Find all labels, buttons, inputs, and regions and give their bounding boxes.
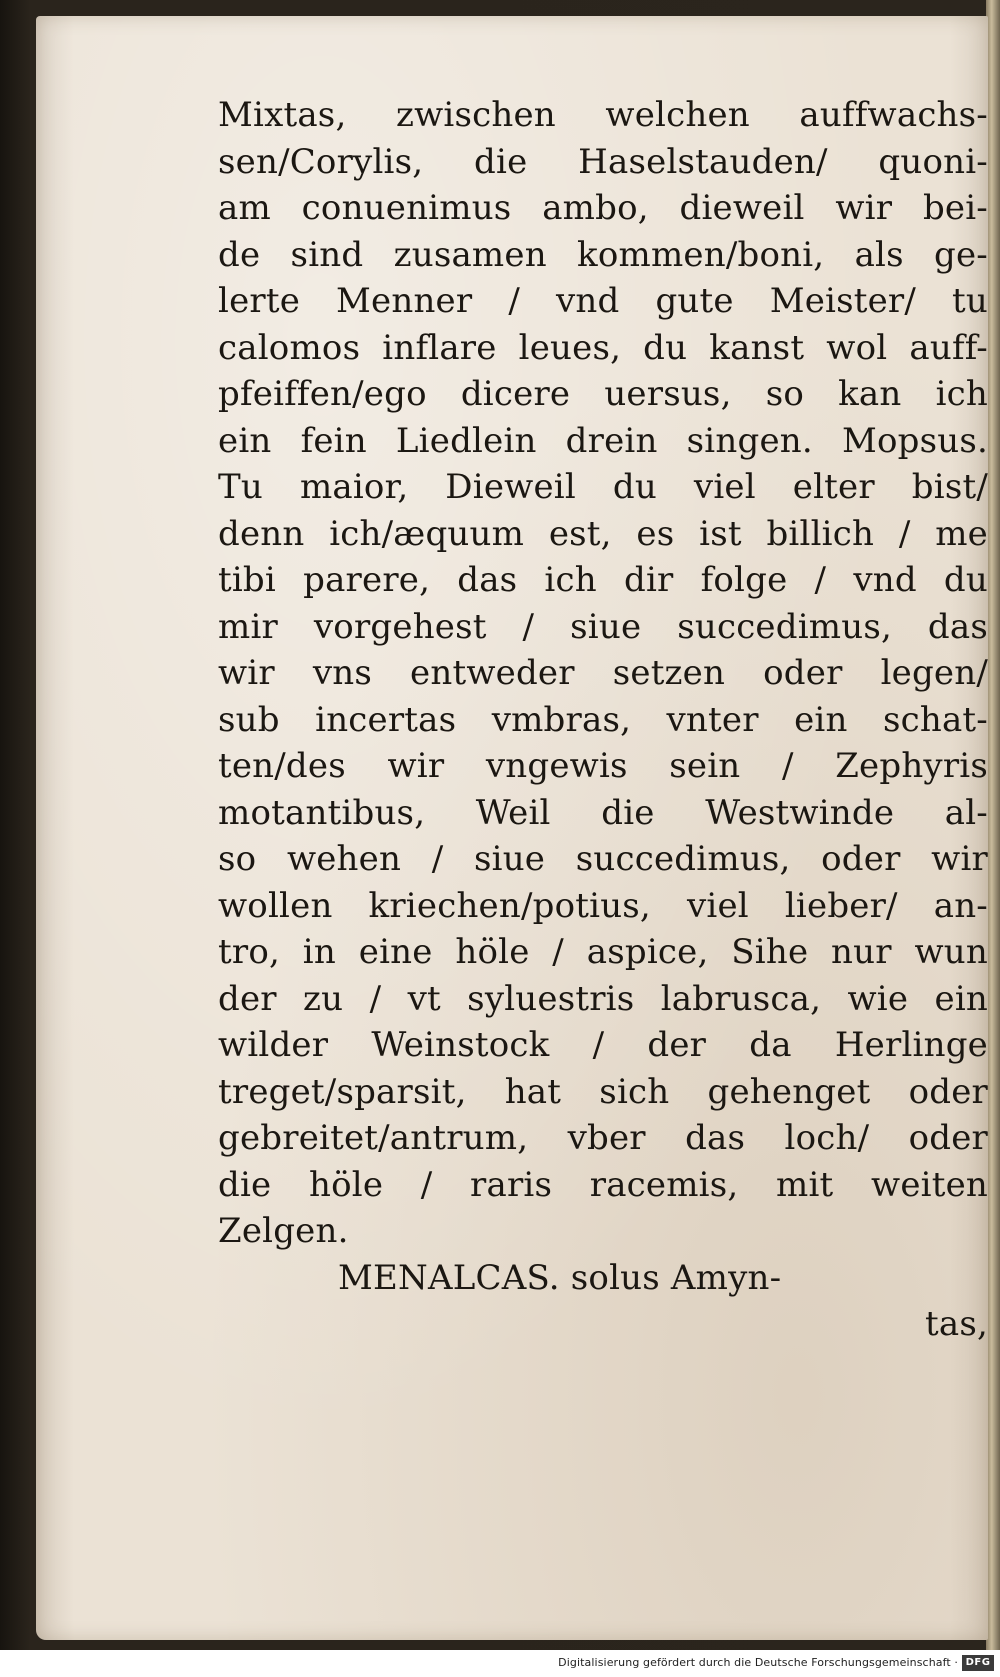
digitization-footer — [0, 1650, 1000, 1677]
text-line: Mixtas, zwischen welchen auffwachs- — [218, 95, 988, 135]
text-line: ten/des wir vngewis sein / Zephyris — [218, 746, 988, 786]
catchword: tas, — [925, 1304, 988, 1344]
text-line: sen/Corylis, die Haselstauden/ quoni- — [218, 141, 988, 182]
dfg-logo: DFG — [962, 1655, 994, 1671]
text-line: motantibus, Weil die Westwinde al- — [218, 792, 988, 833]
text-line: Tu maior, Dieweil du viel elter bist/ — [218, 467, 988, 507]
text-line: die höle / raris racemis, mit weiten — [218, 1164, 988, 1205]
text-line: mir vorgehest / siue succedimus, das — [218, 606, 988, 647]
text-line: Zelgen. — [218, 1211, 349, 1251]
text-line: der zu / vt syluestris labrusca, wie ein — [218, 978, 988, 1019]
page-stack-edge — [986, 0, 1000, 1650]
text-line: wilder Weinstock / der da Herlinge — [218, 1025, 988, 1065]
text-line: pfeiffen/ego dicere uersus, so kan ich — [218, 374, 988, 414]
text-line: gebreitet/antrum, vber das loch/ oder — [218, 1118, 988, 1158]
text-line: lerte Menner / vnd gute Meister/ tu — [218, 281, 988, 321]
text-line: wir vns entweder setzen oder legen/ — [218, 653, 988, 693]
footer-credit: Digitalisierung gefördert durch die Deutsche Forschungsgemeinschaft · — [558, 1656, 958, 1669]
text-line: ein fein Liedlein drein singen. Mopsus. — [218, 420, 988, 461]
text-line: so wehen / siue succedimus, oder wir — [218, 839, 988, 879]
text-line: treget/sparsit, hat sich gehenget oder — [218, 1071, 988, 1112]
text-line: tibi parere, das ich dir folge / vnd du — [218, 560, 988, 600]
page-text — [218, 92, 988, 1348]
speaker-heading: MENALCAS. solus Amyn- — [338, 1257, 782, 1298]
text-line: wollen kriechen/potius, viel lieber/ an- — [218, 885, 988, 926]
text-line: denn ich/æquum est, es ist billich / me — [218, 513, 988, 554]
text-line: calomos inflare leues, du kanst wol auff- — [218, 327, 988, 368]
text-line: de sind zusamen kommen/boni, als ge- — [218, 234, 988, 275]
text-line: sub incertas vmbras, vnter ein schat- — [218, 699, 988, 740]
text-line: tro, in eine höle / aspice, Sihe nur wun — [218, 932, 988, 972]
text-line: am conuenimus ambo, dieweil wir bei- — [218, 188, 988, 228]
